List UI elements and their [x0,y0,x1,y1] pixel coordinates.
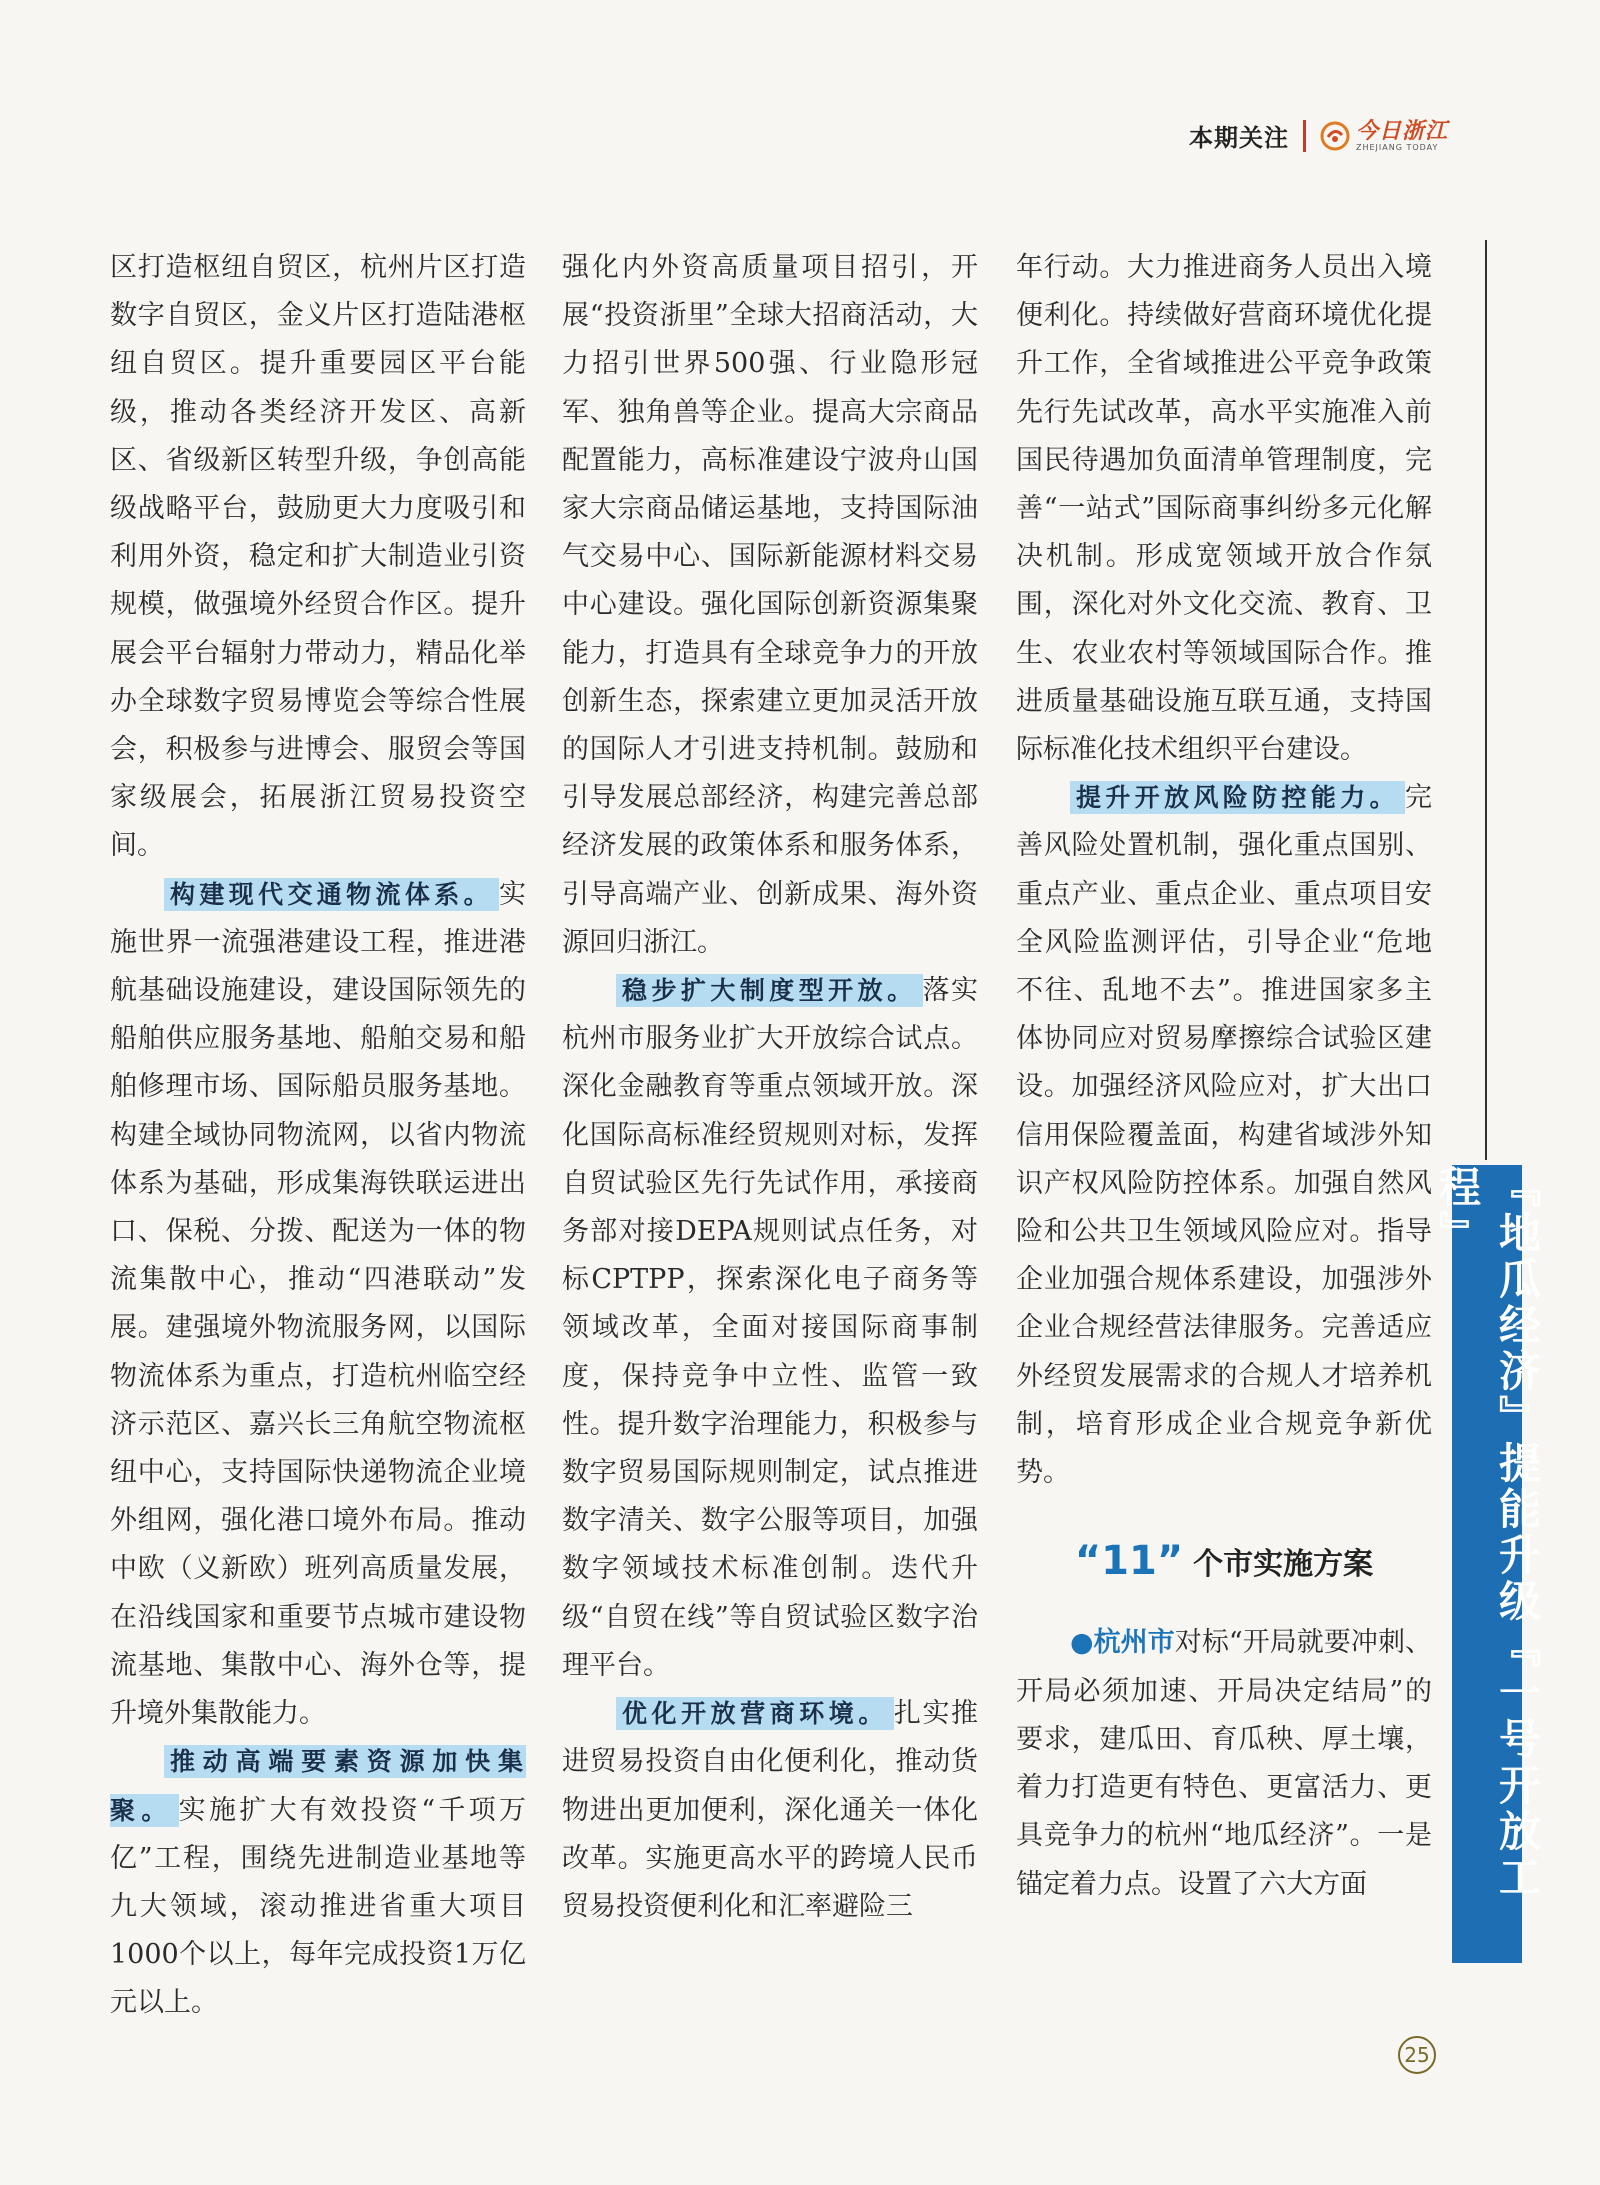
page-number: 25 [1398,2036,1436,2074]
logo-chinese: 今日浙江 [1355,117,1448,144]
col1-paragraph-2 [110,871,526,1739]
city-name-hangzhou: 杭州市 [1093,1627,1175,1659]
col3-paragraph-1: 年行动。大力推进商务人员出入境便利化。持续做好营商环境优化提升工作，全省域推进公平竞争政策先行先试改革，高水平实施准入前国民待遇加负面清单管理制度，完善“一站式”国际商事纠纷多元化解决机制。形成宽领域开放合作氛围，深化对外文化交流、教育、卫生、农业农村等领域国际合作。推进质量基础设施互联互通，支持国际标准化技术组织平台建设。 [1016,252,1432,766]
col1-paragraph-2-body: 实施世界一流强港建设工程，推进港航基础设施建设，建设国际领先的船舶供应服务基地、船舶交易和船舶修理市场、国际船员服务基地。构建全域协同物流网，以省内物流体系为基础，形成集海铁联运进出口、保税、分拨、配送为一体的物流集散中心，推动“四港联动”发展。建强境外物流服务网，以国际物流体系为重点，打造杭州临空经济示范区、嘉兴长三角航空物流枢纽中心，支持国际快递物流企业境外组网，强化港口境外布局。推动中欧（义新欧）班列高质量发展，在沿线国家和重要节点城市建设物流基地、集散中心、海外仓等，提升境外集散能力。 [110,878,526,1730]
magazine-logo [1320,117,1448,152]
logo-swirl-icon [1320,121,1350,151]
col2-paragraph-1: 强化内外资高质量项目招引，开展“投资浙里”全球大招商活动，大力招引世界500强、行业隐形冠军、独角兽等企业。提高大宗商品配置能力，高标准建设宁波舟山国家大宗商品储运基地，支持国际油气交易中心、国际新能源材料交易中心建设。强化国际创新资源集聚能力，打造具有全球竞争力的开放创新生态，探索建立更加灵活开放的国际人才引进支持机制。鼓励和引导发展总部经济，构建完善总部经济发展的政策体系和服务体系，引导高端产业、创新成果、海外资源回归浙江。 [562,252,978,958]
col2-paragraph-2-body: 落实杭州市服务业扩大开放综合试点。深化金融教育等重点领域开放。深化国际高标准经贸规则对标，发挥自贸试验区先行先试作用，承接商务部对接DEPA规则试点任务，对标CPTPP，探索深化电子商务等领域改革，全面对接国际商事制度，保持竞争中立性、监管一致性。提升数字治理能力，积极参与数字贸易国际规则制定，试点推进数字清关、数字公服等项目，加强数字领域技术标准创制。迭代升级“自贸在线”等自贸试验区数字治理平台。 [562,975,978,1681]
side-banner-title: 『地瓜经济』提能升级『一号开放工程』 [1433,1165,1542,1901]
col2-heading-environment: 优化开放营商环境。 [616,1697,894,1730]
side-rule [1485,240,1487,1160]
col1-paragraph-1: 区打造枢纽自贸区，杭州片区打造数字自贸区，金义片区打造陆港枢纽自贸区。提升重要园区平台能级，推动各类经济开发区、高新区、省级新区转型升级，争创高能级战略平台，鼓励更大力度吸引和利用外资，稳定和扩大制造业引资规模，做强境外经贸合作区。提升展会平台辐射力带动力，精品化举办全球数字贸易博览会等综合性展会，积极参与进博会、服贸会等国家级展会，拓展浙江贸易投资空间。 [110,252,526,862]
col3-paragraph-2 [1016,774,1432,1497]
col1-heading-factors: 推动高端要素资源加快集聚。 [110,1747,526,1825]
subhead-eleven-cities [1016,1537,1432,1589]
subhead-text: 个市实施方案 [1193,1547,1374,1583]
col3-heading-risk: 提升开放风险防控能力。 [1070,781,1405,814]
col2-paragraph-3-body: 扎实推进贸易投资自由化便利化，推动货物进出更加便利，深化通关一体化改革。实施更高水平的跨境人民币贸易投资便利化和汇率避险三 [562,1698,978,1922]
col3-paragraph-3-body: 对标“开局就要冲刺、开局必须加速、开局决定结局”的要求，建瓜田、育瓜秧、厚土壤，着力打造更有特色、更富活力、更具竞争力的杭州“地瓜经济”。一是锚定着力点。设置了六大方面 [1016,1627,1433,1900]
col1-heading-transport: 构建现代交通物流体系。 [164,878,499,911]
col2-paragraph-3 [562,1690,978,1931]
logo-english: ZHEJIANG TODAY [1355,142,1439,152]
column-3 [1016,244,1432,1909]
col1-paragraph-3-body: 实施扩大有效投资“千项万亿”工程，围绕先进制造业基地等九大领域，滚动推进省重大项目1000个以上，每年完成投资1万亿元以上。 [110,1794,526,2019]
column-1 [110,244,526,2028]
col3-paragraph-hangzhou [1016,1619,1432,1908]
page-header [1189,118,1448,153]
side-banner [1433,1165,1542,1963]
section-title: 本期关注 [1188,124,1289,152]
col2-heading-institutional: 稳步扩大制度型开放。 [616,974,923,1007]
col1-paragraph-3 [110,1738,526,2027]
col3-paragraph-2-body: 完善风险处置机制，强化重点国别、重点产业、重点企业、重点项目安全风险监测评估，引导企业“危地不往、乱地不去”。推进国家多主体协同应对贸易摩擦综合试验区建设。加强经济风险应对，扩大出口信用保险覆盖面，构建省域涉外知识产权风险防控体系。加强自然风险和公共卫生领域风险应对。指导企业加强合规体系建设，加强涉外企业合规经营法律服务。完善适应外经贸发展需求的合规人才培养机制，培育形成企业合规竞争新优势。 [1016,782,1432,1489]
column-2 [562,244,978,1931]
header-divider [1303,120,1306,152]
subhead-number: “11” [1074,1538,1184,1585]
col2-paragraph-2 [562,967,978,1690]
bullet-icon: ● [1070,1627,1094,1659]
